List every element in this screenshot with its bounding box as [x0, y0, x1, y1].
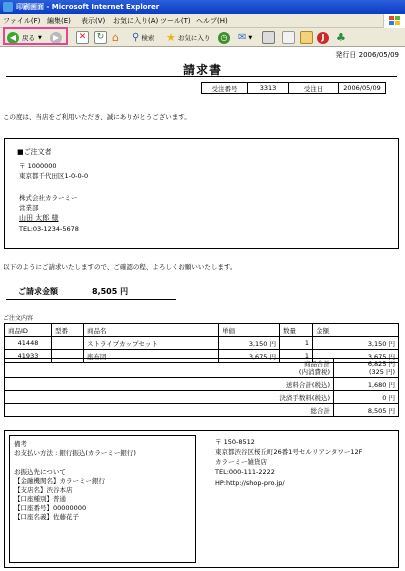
issue-date: 発行日 2006/05/09 — [335, 51, 399, 59]
customer-heading: ■ご注文者 — [17, 148, 52, 156]
search-button[interactable]: ⚲ 検索 — [132, 32, 155, 43]
col-amount: 金額 — [313, 324, 399, 337]
home-icon: ⌂ — [112, 31, 119, 44]
menu-favorites[interactable]: お気に入り(A) — [113, 17, 159, 25]
col-item-id: 商品ID — [5, 324, 52, 337]
shop-name: カラーミー雑貨店 — [215, 458, 267, 466]
subtotal-label: 商品合計 — [304, 360, 330, 368]
discuss-button[interactable] — [300, 30, 313, 45]
footer-box — [4, 430, 399, 568]
fee: 0 円 — [334, 391, 399, 404]
back-button[interactable]: ◀ 戻る ▼ — [7, 30, 42, 45]
order-no: 3313 — [248, 83, 289, 94]
menu-file[interactable]: ファイル(F) — [3, 17, 41, 25]
refresh-icon: ↻ — [94, 31, 107, 44]
branch-name: 【支店名】渋谷本店 — [14, 486, 73, 494]
customer-name: 山田 太郎 様 — [19, 214, 59, 222]
total-amount: 8,505 円 — [92, 287, 129, 296]
folder-icon — [300, 31, 313, 44]
window-title: 印刷画面 - Microsoft Internet Explorer — [16, 3, 160, 11]
account-type: 【口座種別】普通 — [14, 495, 66, 503]
chevron-down-icon: ▼ — [248, 34, 253, 41]
col-price: 単価 — [219, 324, 280, 337]
remarks-box — [9, 435, 196, 563]
menu-help[interactable]: ヘルプ(H) — [196, 17, 228, 25]
back-button-highlight — [3, 27, 68, 45]
item-name: 座布団 — [84, 350, 219, 363]
item-qty: 1 — [280, 350, 313, 363]
grand-total-row — [5, 404, 399, 417]
item-id: 41933 — [5, 350, 52, 363]
star-icon: ★ — [166, 31, 176, 44]
windows-logo-icon — [383, 14, 405, 28]
item-id: 41448 — [5, 337, 52, 350]
item-model — [52, 337, 84, 350]
research-button[interactable] — [317, 30, 329, 45]
customer-dept: 営業部 — [19, 204, 39, 212]
favorites-button[interactable]: ★ お気に入り — [166, 31, 211, 44]
print-icon — [262, 31, 275, 44]
thanks-message: この度は、当店をご利用いただき、誠にありがとうございます。 — [3, 113, 191, 121]
items-header-row — [5, 324, 399, 337]
col-model: 型番 — [52, 324, 84, 337]
refresh-button[interactable] — [94, 30, 107, 45]
shop-zip: 〒 150-8512 — [215, 438, 255, 446]
item-name: ストライプカップセット — [84, 337, 219, 350]
home-button[interactable] — [112, 30, 119, 45]
search-icon: ⚲ — [132, 32, 140, 43]
customer-address: 東京都千代田区1-0-0-0 — [19, 172, 89, 180]
title-divider — [6, 76, 397, 77]
shop-tel: TEL:000-111-2222 — [215, 468, 275, 476]
history-icon: ◷ — [218, 32, 230, 44]
stop-button[interactable] — [76, 30, 89, 45]
account-number: 【口座番号】00000000 — [14, 504, 87, 512]
shipping-label: 送料合計(税込) — [5, 378, 334, 391]
subtotal-tax: (325 円) — [368, 368, 395, 376]
item-price: 3,150 円 — [219, 337, 280, 350]
window-title-bar — [0, 0, 405, 14]
print-button[interactable] — [262, 30, 275, 45]
order-info-table — [201, 82, 386, 94]
order-date-label: 受注日 — [289, 83, 339, 94]
account-name: 【口座名義】佐藤花子 — [14, 513, 79, 521]
payment-method: お支払い方法 : 銀行振込(カラーミー銀行) — [14, 449, 136, 457]
order-date: 2006/05/09 — [339, 83, 386, 94]
shop-address: 東京都渋谷区桜丘町26番1号セルリアンタワー12F — [215, 448, 363, 456]
item-amount: 3,675 円 — [313, 350, 399, 363]
grand-total: 8,505 円 — [334, 404, 399, 417]
subtotal: 6,825 円 — [367, 360, 395, 368]
item-amount: 3,150 円 — [313, 337, 399, 350]
fee-row — [5, 391, 399, 404]
forward-arrow-icon: ▶ — [50, 32, 62, 44]
stop-icon: ✕ — [76, 31, 89, 44]
transfer-heading: お振込先について — [14, 468, 66, 476]
fee-label: 決済手数料(税込) — [5, 391, 334, 404]
summary-table — [4, 358, 399, 417]
subtotal-tax-label: (内消費税) — [298, 368, 330, 376]
menu-view[interactable]: 表示(V) — [81, 17, 106, 25]
edit-button[interactable] — [282, 30, 295, 45]
bank-name: 【金融機関名】カラーミー銀行 — [14, 477, 105, 485]
shipping: 1,680 円 — [334, 378, 399, 391]
shop-homepage: HP:http://shop-pro.jp/ — [215, 479, 285, 487]
remarks-title: 備考 — [14, 440, 27, 448]
item-qty: 1 — [280, 337, 313, 350]
order-no-label: 受注番号 — [202, 83, 248, 94]
customer-box — [4, 138, 399, 249]
menu-tools[interactable]: ツール(T) — [160, 17, 191, 25]
customer-company: 株式会社カラーミー — [19, 194, 78, 202]
customer-zip: 〒 1000000 — [19, 162, 57, 170]
mail-button[interactable] — [238, 30, 252, 45]
total-label: ご請求金額 — [18, 287, 58, 296]
shipping-row — [5, 378, 399, 391]
j-icon: J — [317, 32, 329, 44]
mail-icon: ✉ — [238, 32, 247, 43]
item-price: 3,675 円 — [219, 350, 280, 363]
back-arrow-icon: ◀ — [7, 32, 19, 44]
total-underline — [6, 299, 176, 300]
invoice-page — [0, 48, 405, 571]
messenger-icon: ♣ — [336, 31, 346, 44]
items-table — [4, 323, 399, 363]
messenger-button[interactable] — [336, 30, 346, 45]
table-row — [5, 337, 399, 350]
subtotal-row — [5, 359, 399, 378]
order-contents-label: ご注文内容 — [3, 315, 34, 322]
request-message: 以下のようにご請求いたしますので、ご確認の程、よろしくお願いいたします。 — [3, 263, 237, 271]
menu-edit[interactable]: 編集(E) — [47, 17, 71, 25]
menu-bar — [0, 14, 405, 28]
history-button[interactable] — [218, 30, 230, 45]
edit-icon — [282, 31, 295, 44]
invoice-title: 請求書 — [182, 63, 222, 77]
ie-icon — [3, 2, 13, 12]
customer-tel: TEL:03-1234-5678 — [19, 225, 79, 233]
grand-total-label: 総合計 — [5, 404, 334, 417]
col-item-name: 商品名 — [84, 324, 219, 337]
col-qty: 数量 — [280, 324, 313, 337]
chevron-down-icon: ▼ — [38, 34, 42, 41]
